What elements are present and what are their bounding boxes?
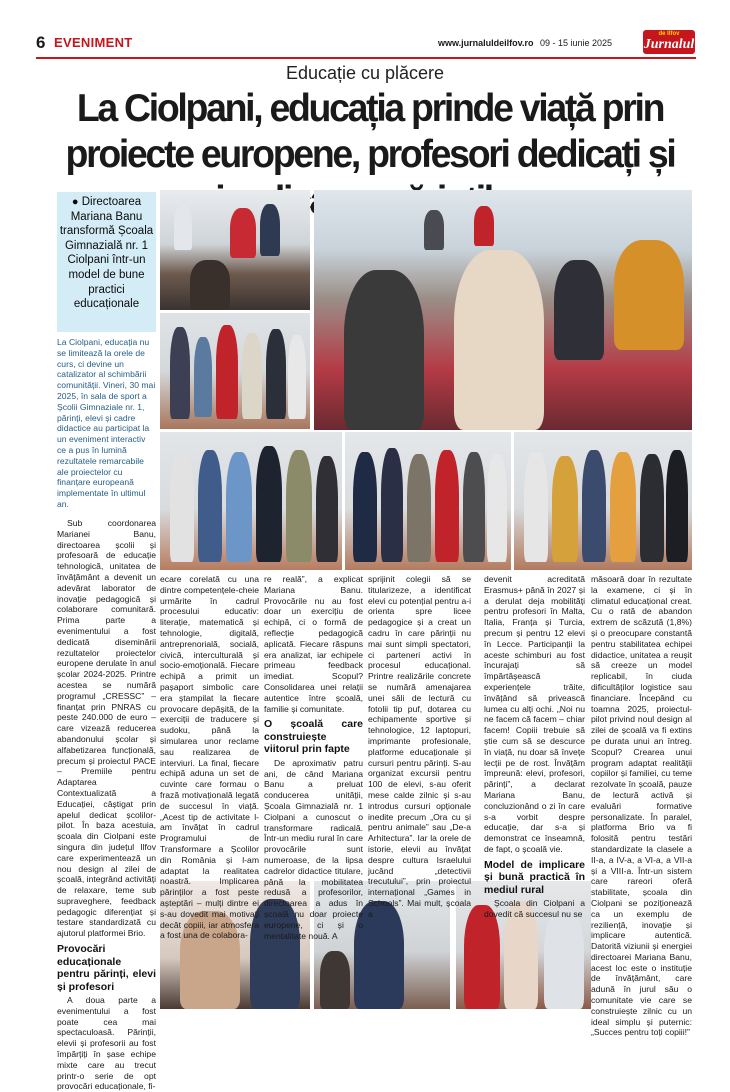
column-3	[264, 574, 363, 941]
issue-date: 09 - 15 iunie 2025	[540, 38, 613, 48]
column-2	[160, 574, 259, 941]
site-url[interactable]: www.jurnaluldeilfov.ro	[438, 38, 534, 48]
logo-subtitle: de Ilfov	[658, 31, 680, 37]
column-1	[57, 518, 156, 1092]
paragraph: re reală”, a explicat Mariana Banu. Provocările nu au fost doar un exercițiu de echipă, ci o formă de reflecție pedagogică aplicată. Fiecare răspuns era analizat, iar echipele primeau feedback imediat. Scopul? Consolidarea unei relații autentice între școală, familie și comunitate.	[264, 574, 363, 714]
column-5	[484, 574, 585, 920]
logo-title: Jurnalul	[643, 37, 695, 52]
paragraph: sprijinit colegii să se titularizeze, a identificat elevi cu potențial pentru a-i orienta spre licee pedagogice și a creat un cadru în care părinții nu mai sunt simpli spectatori, ci parteneri activi în procesul educațional. Printre realizările concrete se numără amenajarea unei săli de lectură cu fotolii tip puf, dotarea cu echipamente sportive și tehnologice, 12 laptopuri, imprimante profesionale, platforme educaționale și cursuri pentru părinți. S-au organizat excursii pentru 100 de elevi, s-au oferit mese calde zilnic și s-au introdus cursuri opționale inedite precum „Ora cu și pentru animale” sau „De-a Arhitectura”. Iar la orele de istorie, elevii au învățat despre cultura Israelului jucând „detectivii trecutului”, prin proiectul internațional „Games in Schools”. Mai mult, școala a	[368, 574, 471, 919]
column-4	[368, 574, 471, 920]
section-label: EVENIMENT	[54, 35, 133, 50]
bullet-icon: ●	[71, 196, 79, 208]
paragraph: Școala din Ciolpani a dovedit că succesul nu se	[484, 898, 585, 920]
header-divider	[36, 57, 696, 59]
subheading-model: Model de implicare și bună practică în mediul rural	[484, 858, 585, 896]
photo-group-2	[160, 432, 342, 570]
paragraph: devenit acreditată Erasmus+ până în 2027 și a derulat deja mobilități pentru profesori în Malta, Italia, Franța și Turcia, precum și pentru 12 elevi în Lecce. Participanții la aceste schimburi au fost încurajați să împărtășească experiențele trăite, învățând să privească lumea cu alți ochi. „Noi nu ne facem că facem – chiar facem! Copiii trebuie să știe cum să se descurce în viață, nu doar să învețe lecții pe de rost. Învățăm împreună: elevi, profesori, părinți”, a declarat Mariana Banu, concluzionând o zi în care s-a vorbit despre educație, dar s-a și demonstrat ce înseamnă, de fapt, o școală vie.	[484, 574, 585, 854]
paragraph: măsoară doar în rezultate la examene, ci și în climatul educațional creat. Cu o rată de abandon extrem de scăzută (1,8%) și o preocupare constantă pentru stabilitatea echipei didactice, unitatea a reușit să creeze un model replicabil, în ciuda dificultăților logistice sau financiare. Începând cu toamna 2025, proiectul-pilot privind noul design al zilei de școală va fi extins pe durata unui an întreg. Scopul? Crearea unui program adaptat realității copiilor și familiei, cu teme rezolvate în școală, pauze de lectură activă și evaluări formative personalizate. În paralel, platforma Brio va fi folosită pentru testări standardizate la clasele a II-a, a IV-a, a VI-a, a VII-a și a VIII-a. Într-un sistem care rareori oferă stabilitate, școala din Ciolpani se poziționează ca un exemplu de reziliență, inovație și implicare autentică. Datorită viziunii și energiei directoarei Mariana Banu, acest loc este o instituție de învățământ, care adună în jurul său o comunitate vie care se construiește zilnic cu un ideal simplu și puternic: „Succes pentru toți copiii!”	[591, 574, 692, 1038]
page-number: 6	[36, 33, 46, 52]
photo-stage-speakers	[160, 190, 310, 310]
subheading-challenges: Provocări educaționale pentru părinți, elevi și profesori	[57, 943, 156, 993]
newspaper-logo	[643, 30, 695, 54]
photo-group-3	[345, 432, 511, 570]
paragraph: Sub coordonarea Marianei Banu, directoarea școlii și profesoară de educație tehnologică, unitatea de învățământ a devenit un adevărat laborator de inovație pedagogică și colaborare comunitară. Prima parte a evenimentului a fost dedicată diseminării rezultatelor proiectelor europene derulate în anul școlar 2024-2025. Printre acestea se numără programul „CRESSC” – finanțat prin PNRAS cu peste 240.000 de euro – care vizează reducerea abandonului școlar și alfabetizarea funcțională, precum și proiectul PACE – Premiile pentru Adaptarea Contextualizată a Educației, câștigat prin apelul dedicat școlilor-pilot. În baza acestuia, școala din Ciolpani este singura din județul Ilfov care experimentează un nou design al zilei de școală, integrând activități de relaxare, teme sub supraveghere, feedback pedagogic diferențiat și testare standardizată cu ajutorul platformei Brio.	[57, 518, 156, 939]
lead-box	[57, 192, 156, 332]
article-kicker: Educație cu plăcere	[285, 63, 445, 83]
photo-audience	[314, 190, 692, 430]
article-headline: La Ciolpani, educația prinde viață prin proiecte europene, profesori dedicați și	[65, 87, 675, 176]
lead-text: Directoarea Mariana Banu transformă Școala Gimnazială nr. 1 Ciolpani într-un model de bune practici educaționale	[59, 196, 154, 311]
paragraph: De aproximativ patru ani, de când Mariana Banu a preluat conducerea unității, Școala Gimnazială nr. 1 Ciolpani a cunoscut o transformare radicală. Într-un mediu rural în care provocările sunt numeroase, de la lipsa cadrelor didactice titulare, până la mobilitatea redusă a profesorilor, directoarea a adus în școală nu doar proiecte europene, ci și o mentalitate nouă. A	[264, 757, 363, 941]
photo-group-4	[514, 432, 692, 570]
page-header	[0, 0, 730, 58]
intro-paragraph: La Ciolpani, educația nu se limitează la orele de curs, ci devine un catalizator al schimbării comunității. Vineri, 30 mai 2025, în sala de sport a Școlii Gimnaziale nr. 1, părinți, elevi și cadre didactice au participat la un eveniment interactiv ce a pus în lumină rezultatele remarcabile ale proiectelor cu finanțare europeană implementate în ultimul an.	[57, 337, 156, 509]
subheading-school-future: O școală care construiește viitorul prin fapte	[264, 718, 363, 756]
photo-group-1	[160, 313, 310, 429]
paragraph: A doua parte a evenimentului a fost poate cea mai spectaculoasă. Părinții, elevii și profesorii au fost împărțiți în șase echipe mixte care au trecut printr-o serie de opt provocări educaționale, fi-	[57, 995, 156, 1092]
column-6	[591, 574, 692, 1038]
paragraph: ecare corelată cu una dintre competențele-cheie urmărite în cadrul procesului educativ: literație, matematică și tehnologie, digitală, antreprenorială, socială, civică, interculturală și socio-emoțională. Fiecare echipă a primit un pașaport simbolic care era ștampilat la fiecare provocare depășită, de la exerciții de traducere și sudoku, până la simularea unor reclame sau realizarea de interviuri. La final, fiecare echipă aduna un set de cuvinte care formau o frază motivațională legată de succesul în viață. „Acest tip de activitate l-am învățat în cadrul Programului de Transformare a Școlilor din România și l-am adaptat la realitatea noastră. Implicarea părinților a fost peste așteptări – mulți dintre ei s-au dovedit mai motivați decât copiii, iar atmosfera a fost una de colabora-	[160, 574, 259, 941]
